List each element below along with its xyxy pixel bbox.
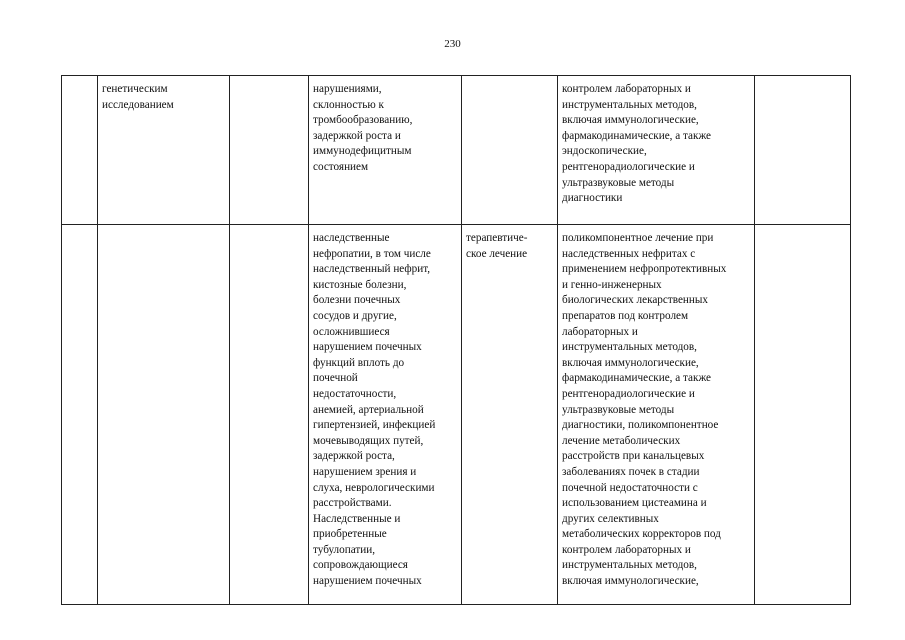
table-row [62,76,851,225]
table-cell [230,225,309,605]
table-cell [462,76,558,225]
table-cell [755,225,851,605]
table-cell: наследственные нефропатии, в том числе наследственный нефрит, кистозные болезни, болезни почечных сосудов и другие, осложнившиеся нарушением почечных функций вплоть до почечной недостаточности, анемией, артериальной гипертензией, инфекцией мочевыводящих путей, задержкой роста, нарушением зрения и слуха, неврологическими расстройствами. Наследственные и приобретенные тубулопатии, сопровождающиеся нарушением почечных [309,225,462,605]
table-cell [755,76,851,225]
page-number: 230 [444,38,461,50]
table-cell: терапевтиче- ское лечение [462,225,558,605]
document-table [61,75,851,605]
table-cell [98,225,230,605]
table-row [62,225,851,605]
table-cell: нарушениями, склонностью к тромбообразованию, задержкой роста и иммунодефицитным состоянием [309,76,462,225]
table-cell [230,76,309,225]
table-cell: поликомпонентное лечение при наследственных нефритах с применением нефропротективных и генно-инженерных биологических лекарственных препаратов под контролем лабораторных и инструментальных методов, включая иммунологические, фармакодинамические, а также рентгенорадиологические и ультразвуковые методы диагностики, поликомпонентное лечение метаболических расстройств при канальцевых заболеваниях почек в стадии почечной недостаточности с использованием цистеамина и других селективных метаболических корректоров под контролем лабораторных и инструментальных методов, включая иммунологические, [558,225,755,605]
table-cell: генетическим исследованием [98,76,230,225]
table-cell [62,225,98,605]
table-cell: контролем лабораторных и инструментальных методов, включая иммунологические, фармакодинамические, а также эндоскопические, рентгенорадиологические и ультразвуковые методы диагностики [558,76,755,225]
table-cell [62,76,98,225]
